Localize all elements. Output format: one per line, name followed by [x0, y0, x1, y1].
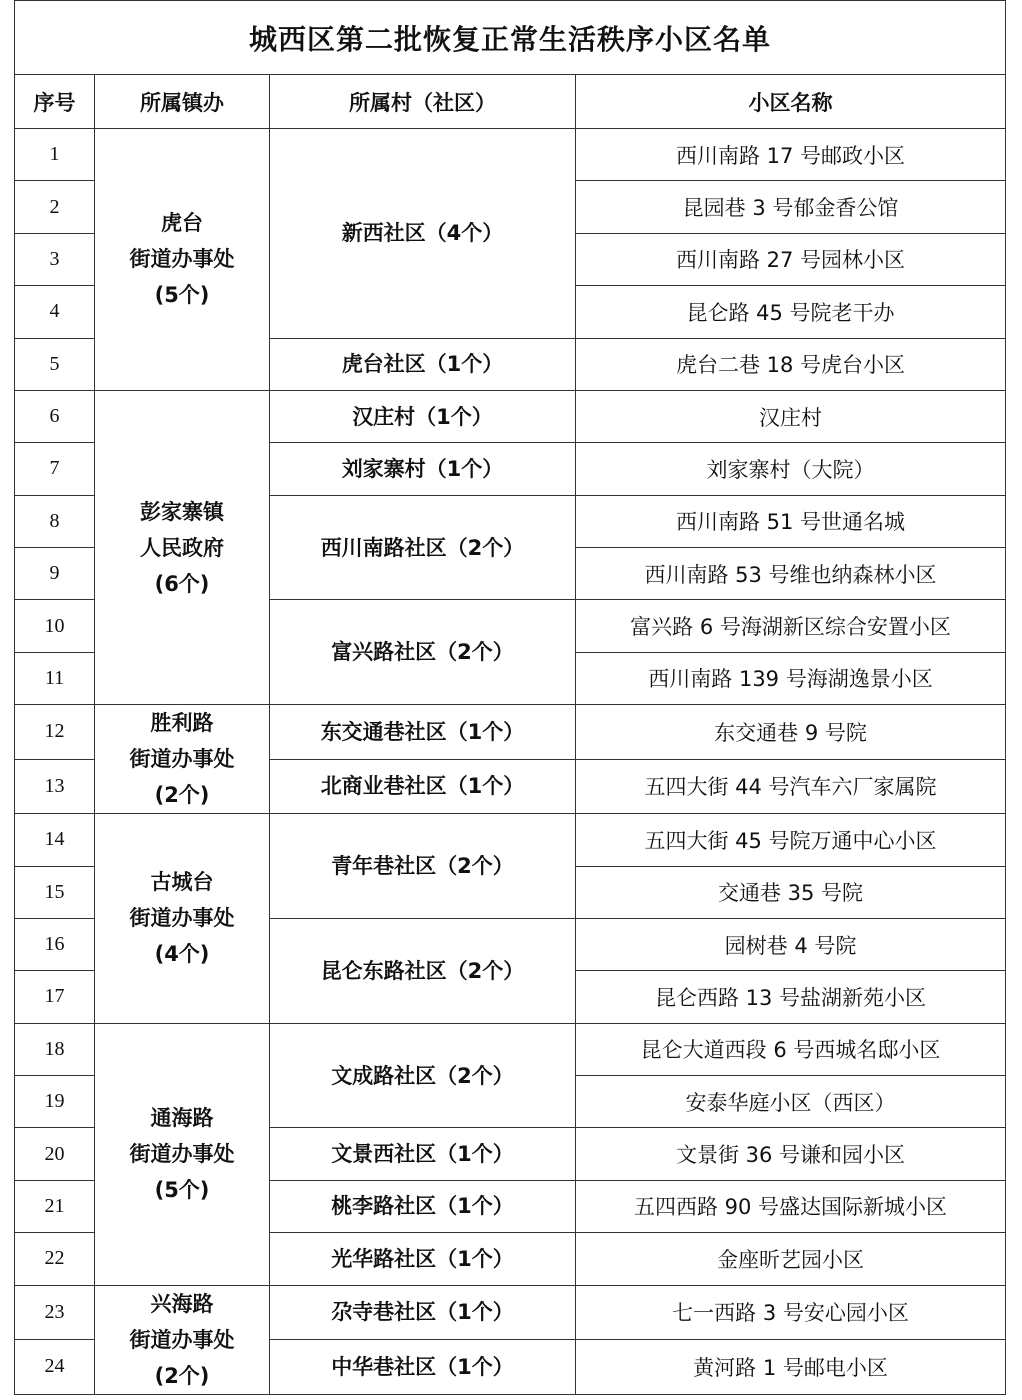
community-name: 东交通巷 9 号院: [576, 705, 1006, 760]
header-seq: 序号: [15, 75, 95, 129]
town-cell: [95, 705, 270, 814]
row-number: 12: [15, 705, 95, 760]
row-number: 13: [15, 759, 95, 814]
community-name: 金座昕艺园小区: [576, 1233, 1006, 1285]
community-name: 昆仑西路 13 号盐湖新苑小区: [576, 971, 1006, 1023]
row-number: 23: [15, 1285, 95, 1340]
village-cell: 东交通巷社区（1个）: [270, 705, 576, 760]
community-name: 交通巷 35 号院: [576, 866, 1006, 918]
community-name: 西川南路 17 号邮政小区: [576, 129, 1006, 181]
row-number: 1: [15, 129, 95, 181]
town-cell: [95, 390, 270, 704]
village-cell: 汉庄村（1个）: [270, 390, 576, 442]
town-name-line: (5个): [154, 283, 210, 308]
header-community: 小区名称: [576, 75, 1006, 129]
town-name-line: (6个): [154, 571, 210, 596]
village-cell: 西川南路社区（2个）: [270, 495, 576, 600]
town-cell: [95, 129, 270, 391]
community-name: 园树巷 4 号院: [576, 918, 1006, 970]
village-cell: 虎台社区（1个）: [270, 338, 576, 390]
town-name-line: 街道办事处: [129, 747, 235, 772]
community-name: 西川南路 27 号园林小区: [576, 233, 1006, 285]
row-number: 3: [15, 233, 95, 285]
community-name: 刘家寨村（大院）: [576, 443, 1006, 495]
community-name: 七一西路 3 号安心园小区: [576, 1285, 1006, 1340]
town-name-line: (2个): [154, 1363, 210, 1388]
village-cell: 中华巷社区（1个）: [270, 1340, 576, 1395]
header-village: 所属村（社区）: [270, 75, 576, 129]
town-name-line: 兴海路: [150, 1291, 214, 1316]
community-name: 西川南路 53 号维也纳森林小区: [576, 548, 1006, 600]
table-row: [15, 129, 1006, 181]
village-cell: 新西社区（4个）: [270, 129, 576, 339]
row-number: 15: [15, 866, 95, 918]
town-name-line: 古城台: [150, 870, 214, 895]
table-title: 城西区第二批恢复正常生活秩序小区名单: [15, 1, 1006, 75]
town-cell: [95, 1023, 270, 1285]
village-cell: 青年巷社区（2个）: [270, 814, 576, 919]
community-name: 西川南路 51 号世通名城: [576, 495, 1006, 547]
row-number: 18: [15, 1023, 95, 1075]
community-list-table: [14, 0, 1006, 1395]
table-row: [15, 1023, 1006, 1075]
community-name: 五四大街 44 号汽车六厂家属院: [576, 759, 1006, 814]
header-row: [15, 75, 1006, 129]
table-row: [15, 705, 1006, 760]
village-cell: 文成路社区（2个）: [270, 1023, 576, 1128]
community-name: 汉庄村: [576, 390, 1006, 442]
village-cell: 桃李路社区（1个）: [270, 1180, 576, 1232]
table-row: [15, 1285, 1006, 1340]
town-cell: [95, 814, 270, 1024]
town-name-line: 街道办事处: [129, 1142, 235, 1167]
town-name-line: 街道办事处: [129, 247, 235, 272]
village-cell: 光华路社区（1个）: [270, 1233, 576, 1285]
community-name: 昆仑路 45 号院老干办: [576, 286, 1006, 338]
row-number: 9: [15, 548, 95, 600]
town-name-line: 胜利路: [150, 711, 214, 736]
row-number: 20: [15, 1128, 95, 1180]
row-number: 17: [15, 971, 95, 1023]
community-name: 文景街 36 号谦和园小区: [576, 1128, 1006, 1180]
row-number: 2: [15, 181, 95, 233]
row-number: 21: [15, 1180, 95, 1232]
community-name: 五四大街 45 号院万通中心小区: [576, 814, 1006, 866]
village-cell: 富兴路社区（2个）: [270, 600, 576, 705]
row-number: 5: [15, 338, 95, 390]
village-cell: 尕寺巷社区（1个）: [270, 1285, 576, 1340]
row-number: 22: [15, 1233, 95, 1285]
town-name-line: (5个): [154, 1178, 210, 1203]
town-name-line: 街道办事处: [129, 906, 235, 931]
row-number: 16: [15, 918, 95, 970]
town-name-line: (2个): [154, 783, 210, 808]
community-name: 昆仑大道西段 6 号西城名邸小区: [576, 1023, 1006, 1075]
table-row: [15, 390, 1006, 442]
community-name: 安泰华庭小区（西区）: [576, 1076, 1006, 1128]
title-row: [15, 1, 1006, 75]
town-name-line: 人民政府: [140, 535, 224, 560]
row-number: 10: [15, 600, 95, 652]
community-name: 西川南路 139 号海湖逸景小区: [576, 652, 1006, 704]
row-number: 8: [15, 495, 95, 547]
header-town: 所属镇办: [95, 75, 270, 129]
community-name: 虎台二巷 18 号虎台小区: [576, 338, 1006, 390]
town-name-line: 街道办事处: [129, 1327, 235, 1352]
town-name-line: 通海路: [150, 1106, 214, 1131]
row-number: 11: [15, 652, 95, 704]
town-name-line: 彭家寨镇: [140, 499, 224, 524]
row-number: 19: [15, 1076, 95, 1128]
row-number: 14: [15, 814, 95, 866]
village-cell: 昆仑东路社区（2个）: [270, 918, 576, 1023]
town-name-line: (4个): [154, 942, 210, 967]
village-cell: 北商业巷社区（1个）: [270, 759, 576, 814]
row-number: 24: [15, 1340, 95, 1395]
row-number: 6: [15, 390, 95, 442]
row-number: 7: [15, 443, 95, 495]
row-number: 4: [15, 286, 95, 338]
community-name: 昆园巷 3 号郁金香公馆: [576, 181, 1006, 233]
table-body: [15, 1, 1006, 1395]
table-row: [15, 814, 1006, 866]
community-name: 富兴路 6 号海湖新区综合安置小区: [576, 600, 1006, 652]
town-name-line: 虎台: [161, 211, 203, 236]
village-cell: 刘家寨村（1个）: [270, 443, 576, 495]
village-cell: 文景西社区（1个）: [270, 1128, 576, 1180]
town-cell: [95, 1285, 270, 1394]
community-name: 黄河路 1 号邮电小区: [576, 1340, 1006, 1395]
community-name: 五四西路 90 号盛达国际新城小区: [576, 1180, 1006, 1232]
